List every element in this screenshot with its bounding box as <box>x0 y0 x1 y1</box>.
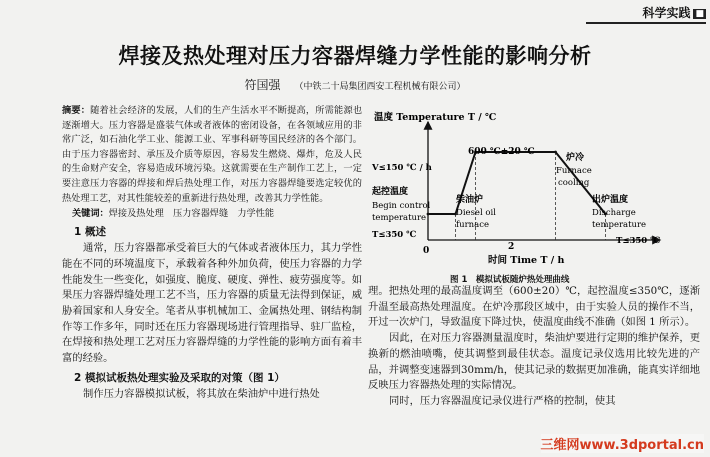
origin-label: 0 <box>423 246 430 256</box>
y-axis-label: 温度 Temperature T / ℃ <box>374 112 497 123</box>
running-head <box>586 4 706 24</box>
section-1-heading: 1 概述 <box>74 226 106 239</box>
byline <box>0 76 710 93</box>
discharge-temp-en-1: Discharge <box>592 208 636 218</box>
abstract-label: 摘要： <box>62 105 91 116</box>
diesel-furnace-cn: 柴油炉 <box>456 195 484 205</box>
right-paragraph-2: 因此，在对压力容器测量温度时，柴油炉要进行定期的维护保养，更换新的燃油喷嘴，使其调整到最佳状态。温度记录仪选用比较先进的产品，并调整变速器到30mm/h，使其记录的数据更加准确，能真实详细地反映压力容器热处理的实际情况。 <box>368 332 700 392</box>
right-column <box>368 284 700 410</box>
start-temp-limit: T≤350 ℃ <box>372 230 417 240</box>
discharge-temp-en-2: temperature <box>592 220 647 230</box>
furnace-cooling-en-2: cooling <box>558 178 590 188</box>
curve-point-0 <box>427 213 430 216</box>
figure-caption: 图 1 模拟试板随炉热处理曲线 <box>450 275 570 285</box>
heat-treatment-chart <box>370 104 698 284</box>
abstract <box>62 104 362 206</box>
diesel-furnace-en-1: Diesel oil <box>456 208 496 218</box>
diesel-furnace-en-2: furnace <box>456 220 490 230</box>
author-affiliation: （中铁二十局集团西安工程机械有限公司） <box>294 82 466 92</box>
keywords-text: 焊接及热处理 压力容器焊缝 力学性能 <box>108 208 275 220</box>
right-paragraph-3: 同时，压力容器温度记录仪进行严格的控制，使其 <box>389 394 616 407</box>
start-temp-en-2: temperature <box>372 213 427 223</box>
start-temp-cn: 起控温度 <box>372 187 409 197</box>
page-marker-icon: ■ <box>695 9 704 19</box>
abstract-text: 随着社会经济的发展，人们的生产生活水平不断提高，所需能源也逐渐增大。压力容器是盛装气体或者液体的密闭设备，在各领域应用的非常广泛，如石油化学工业、能源工业、军事科研等国民经济的各个部门。由于压力容器密封、承压及介质等原因，容易发生燃烧、爆炸，危及人民的生命财产安全，容易造成环境污染。这就需要在生产制作工艺上，一定要注意压力容器的焊接和焊后热处理工作，对压力容器焊缝要选定较优的热处理工艺，对其性能较差的重新进行热处理，改善其力学性能。 <box>62 105 363 204</box>
article-title: 焊接及热处理对压力容器焊缝力学性能的影响分析 <box>118 43 592 68</box>
end-temp-limit: T≤350 ℃ <box>616 236 661 246</box>
heating-rate-label: V≤150 ℃ / h <box>372 163 432 173</box>
section-name: 科学实践 <box>642 6 691 20</box>
right-paragraph-1: 理。把热处理的最高温度调至（600±20）℃，起控温度≤350℃，逐渐升温至最高热处理温度。在炉冷那段区域中，由于实验人员的操作不当，开过一次炉门，导致温度下降过快，使温度曲线不准确（如图 1 所示）。 <box>368 285 700 329</box>
section-1-paragraph: 通常，压力容器都承受着巨大的气体或者液体压力，其力学性能在不同的环境温度下，承载着各种外加负荷，使压力容器的力学性能发生一些变化，如强度、脆度、硬度、弹性、疲劳强度等。如果压力容器焊缝处理工艺不当，压力容器的质量无法得到保证，威胁着国家和人身安全。笔者从事机械加工、金属热处理、钢结构制作等工作多年，同时还在压力容器现场进行管理指导、驻厂监检，在焊接和热处理工艺对压力容器焊缝的力学性能的影响方面有着丰富的经验。 <box>62 242 362 365</box>
keywords-label: 关键词： <box>72 208 109 220</box>
left-column <box>62 104 362 402</box>
section-2-paragraph: 制作压力容器模拟试板，将其放在柴油炉中进行热处 <box>83 387 320 400</box>
watermark: 三维网www.3dportal.cn <box>541 434 704 453</box>
furnace-cooling-cn: 炉冷 <box>566 153 585 163</box>
furnace-cooling-en-1: Furnace <box>556 166 592 176</box>
peak-temp-label: 600 ℃±20 ℃ <box>468 147 535 157</box>
start-temp-en-1: Begin control <box>372 201 431 211</box>
x-tick-label: 2 <box>508 242 515 252</box>
author-name: 符国强 <box>244 78 281 92</box>
curve-point-3 <box>554 151 557 154</box>
keywords <box>72 207 362 221</box>
section-2-heading: 2 模拟试板热处理实验及采取的对策（图 1） <box>74 371 285 384</box>
x-axis-label: 时间 Time T / h <box>488 255 565 266</box>
discharge-temp-cn: 出炉温度 <box>592 195 629 205</box>
